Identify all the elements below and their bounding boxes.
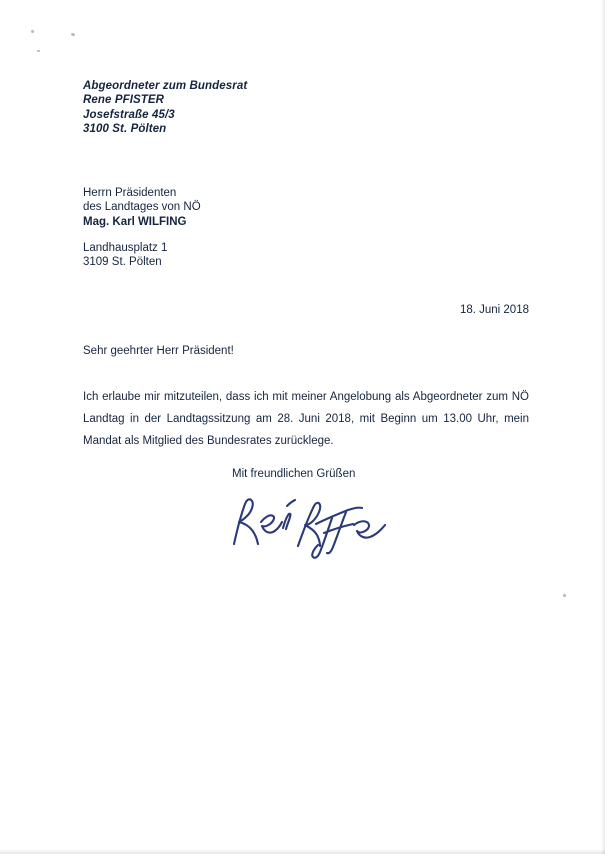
recipient-city: 3109 St. Pölten [83, 256, 162, 269]
scan-speck-icon [563, 594, 566, 597]
scan-edge-right [601, 0, 605, 854]
sender-line-3: Josefstraße 45/3 [83, 108, 175, 121]
letter-date: 18. Juni 2018 [459, 304, 529, 316]
sender-line-2: Rene PFISTER [83, 94, 165, 107]
recipient-block [83, 186, 201, 229]
sender-line-1: Abgeordneter zum Bundesrat [83, 80, 248, 92]
sender-line-4: 3100 St. Pölten [83, 123, 167, 136]
scan-speck-icon [37, 50, 40, 52]
letter-salutation: Sehr geehrter Herr Präsident! [83, 345, 234, 357]
scan-edge-bottom [0, 849, 605, 854]
recipient-address-block [83, 241, 167, 270]
recipient-institution-line: des Landtages von NÖ [83, 201, 201, 214]
scan-speck-icon [31, 30, 34, 33]
letter-body: Ich erlaube mir mitzuteilen, dass ich mit meiner Angelobung als Abgeordneter zum NÖ Landtag in der Landtagssitzung am 28. Juni 2018, mit Beginn um 13.00 Uhr, mein Mandat als Mitglied des Bundesrates zurücklege. [83, 391, 529, 447]
recipient-name: Mag. Karl WILFING [83, 215, 187, 228]
scan-speck-icon [71, 32, 76, 36]
sender-block [83, 79, 247, 137]
letter-closing: Mit freundlichen Grüßen [232, 468, 356, 480]
recipient-street: Landhausplatz 1 [83, 242, 168, 254]
recipient-salutation-line: Herrn Präsidenten [83, 187, 177, 199]
signature-image [228, 492, 398, 562]
